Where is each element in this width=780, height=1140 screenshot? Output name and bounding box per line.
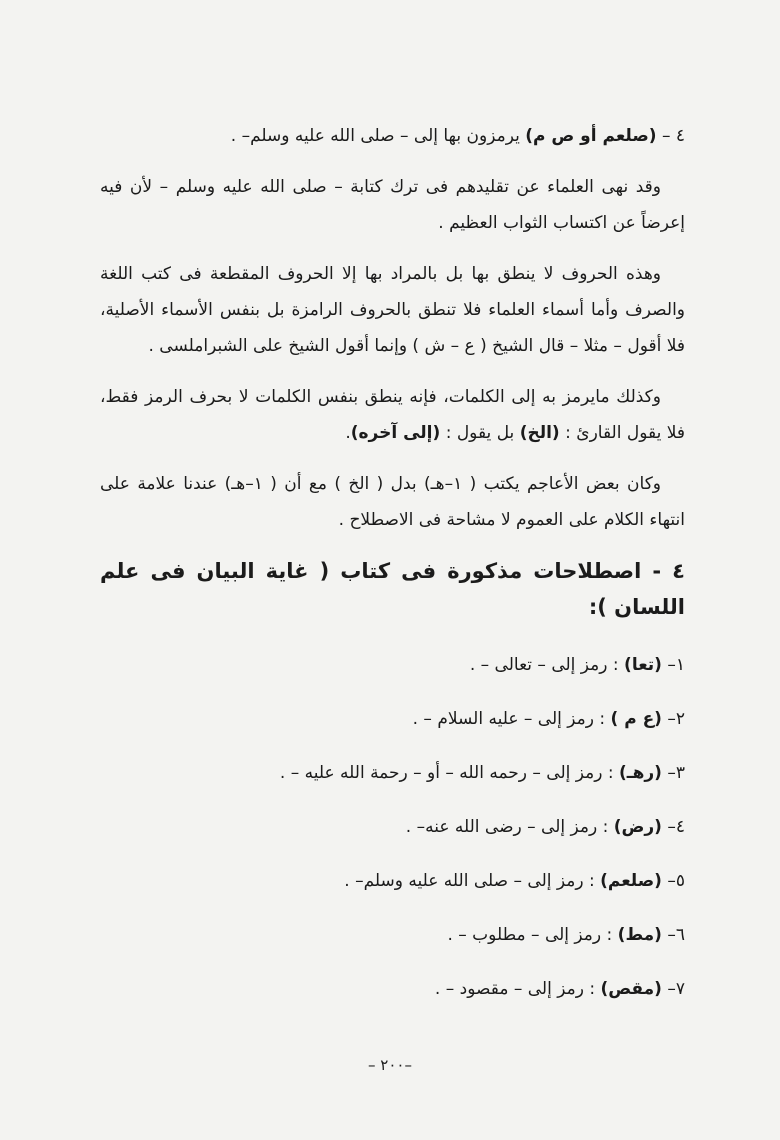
list-item-text: : رمز إلى – رحمه الله – أو – رحمة الله عليه – . xyxy=(279,763,614,783)
paragraph-4-symbol-etc: (الخ) xyxy=(519,423,560,443)
paragraph-1-text: يرمزون بها إلى – صلى الله عليه وسلم– . xyxy=(230,126,520,146)
list-item-text: : رمز إلى – مطلوب – . xyxy=(447,925,613,945)
paragraph-2: وقد نهى العلماء عن تقليدهم فى ترك كتابة – صلى الله عليه وسلم – لأن فيه إعرضاً عن اكتساب الثواب العظيم . xyxy=(100,177,685,233)
paragraph-4-end: . xyxy=(345,423,351,443)
list-item-number: ٢– xyxy=(667,709,685,729)
list-item xyxy=(100,971,685,1007)
paragraph-3: وهذه الحروف لا ينطق بها بل بالمراد بها إلا الحروف المقطعة فى كتب اللغة والصرف وأما أسماء العلماء فلا تنطق بالحروف الرامزة بل بنفس الأسماء الأصلية، فلا أقول – مثلا – قال الشيخ ( ع – ش ) وإنما أقول الشيخ على الشبراملسى . xyxy=(100,264,685,356)
list-item-number: ٦– xyxy=(667,925,685,945)
page-number: –٢٠٠ – xyxy=(368,1056,412,1074)
list-item-number: ٤– xyxy=(667,817,685,837)
list-item-symbol: (ع م ) xyxy=(610,709,662,729)
list-item xyxy=(100,809,685,845)
paragraph-1 xyxy=(100,118,685,154)
list-item-symbol: (رهـ) xyxy=(619,763,662,783)
list-item xyxy=(100,701,685,737)
list-item xyxy=(100,917,685,953)
list-item-symbol: (مط) xyxy=(617,925,662,945)
paragraph-1-symbol: (صلعم أو ص م) xyxy=(525,126,657,146)
list-item xyxy=(100,647,685,683)
paragraph-4-text: وكذلك مايرمز به إلى الكلمات، فإنه ينطق بنفس الكلمات لا بحرف الرمز فقط، فلا يقول القارئ : xyxy=(100,387,685,443)
list-item-text: : رمز إلى – عليه السلام – . xyxy=(412,709,606,729)
list-item-number: ٧– xyxy=(667,979,685,999)
page-content xyxy=(100,118,685,1025)
list-item-text: : رمز إلى – مقصود – . xyxy=(434,979,596,999)
paragraph-4 xyxy=(100,379,685,451)
list-item-symbol: (صلعم) xyxy=(600,871,662,891)
paragraph-4-mid: بل يقول : xyxy=(445,423,515,443)
list-item-symbol: (رض) xyxy=(613,817,662,837)
list-item-text: : رمز إلى – صلى الله عليه وسلم– . xyxy=(344,871,595,891)
paragraph-1-number: ٤ – xyxy=(661,126,685,146)
list-item xyxy=(100,755,685,791)
list-item-number: ٥– xyxy=(667,871,685,891)
section-heading: ٤ - اصطلاحات مذكورة فى كتاب ( غاية البيان فى علم اللسان ): xyxy=(100,559,685,619)
list-item-symbol: (مقص) xyxy=(600,979,662,999)
paragraph-5: وكان بعض الأعاجم يكتب ( ١–هـ) بدل ( الخ ) مع أن ( ١–هـ) عندنا علامة على انتهاء الكلام على العموم لا مشاحة فى الاصطلاح . xyxy=(100,474,685,530)
paragraph-4-symbol-full: (إلى آخره) xyxy=(350,423,441,443)
list-item-symbol: (تعا) xyxy=(624,655,662,675)
list-item-number: ١– xyxy=(667,655,685,675)
list-item-text: : رمز إلى – تعالى – . xyxy=(469,655,619,675)
list-item-number: ٣– xyxy=(667,763,685,783)
abbreviation-list xyxy=(100,647,685,1007)
list-item-text: : رمز إلى – رضى الله عنه– . xyxy=(405,817,609,837)
list-item xyxy=(100,863,685,899)
